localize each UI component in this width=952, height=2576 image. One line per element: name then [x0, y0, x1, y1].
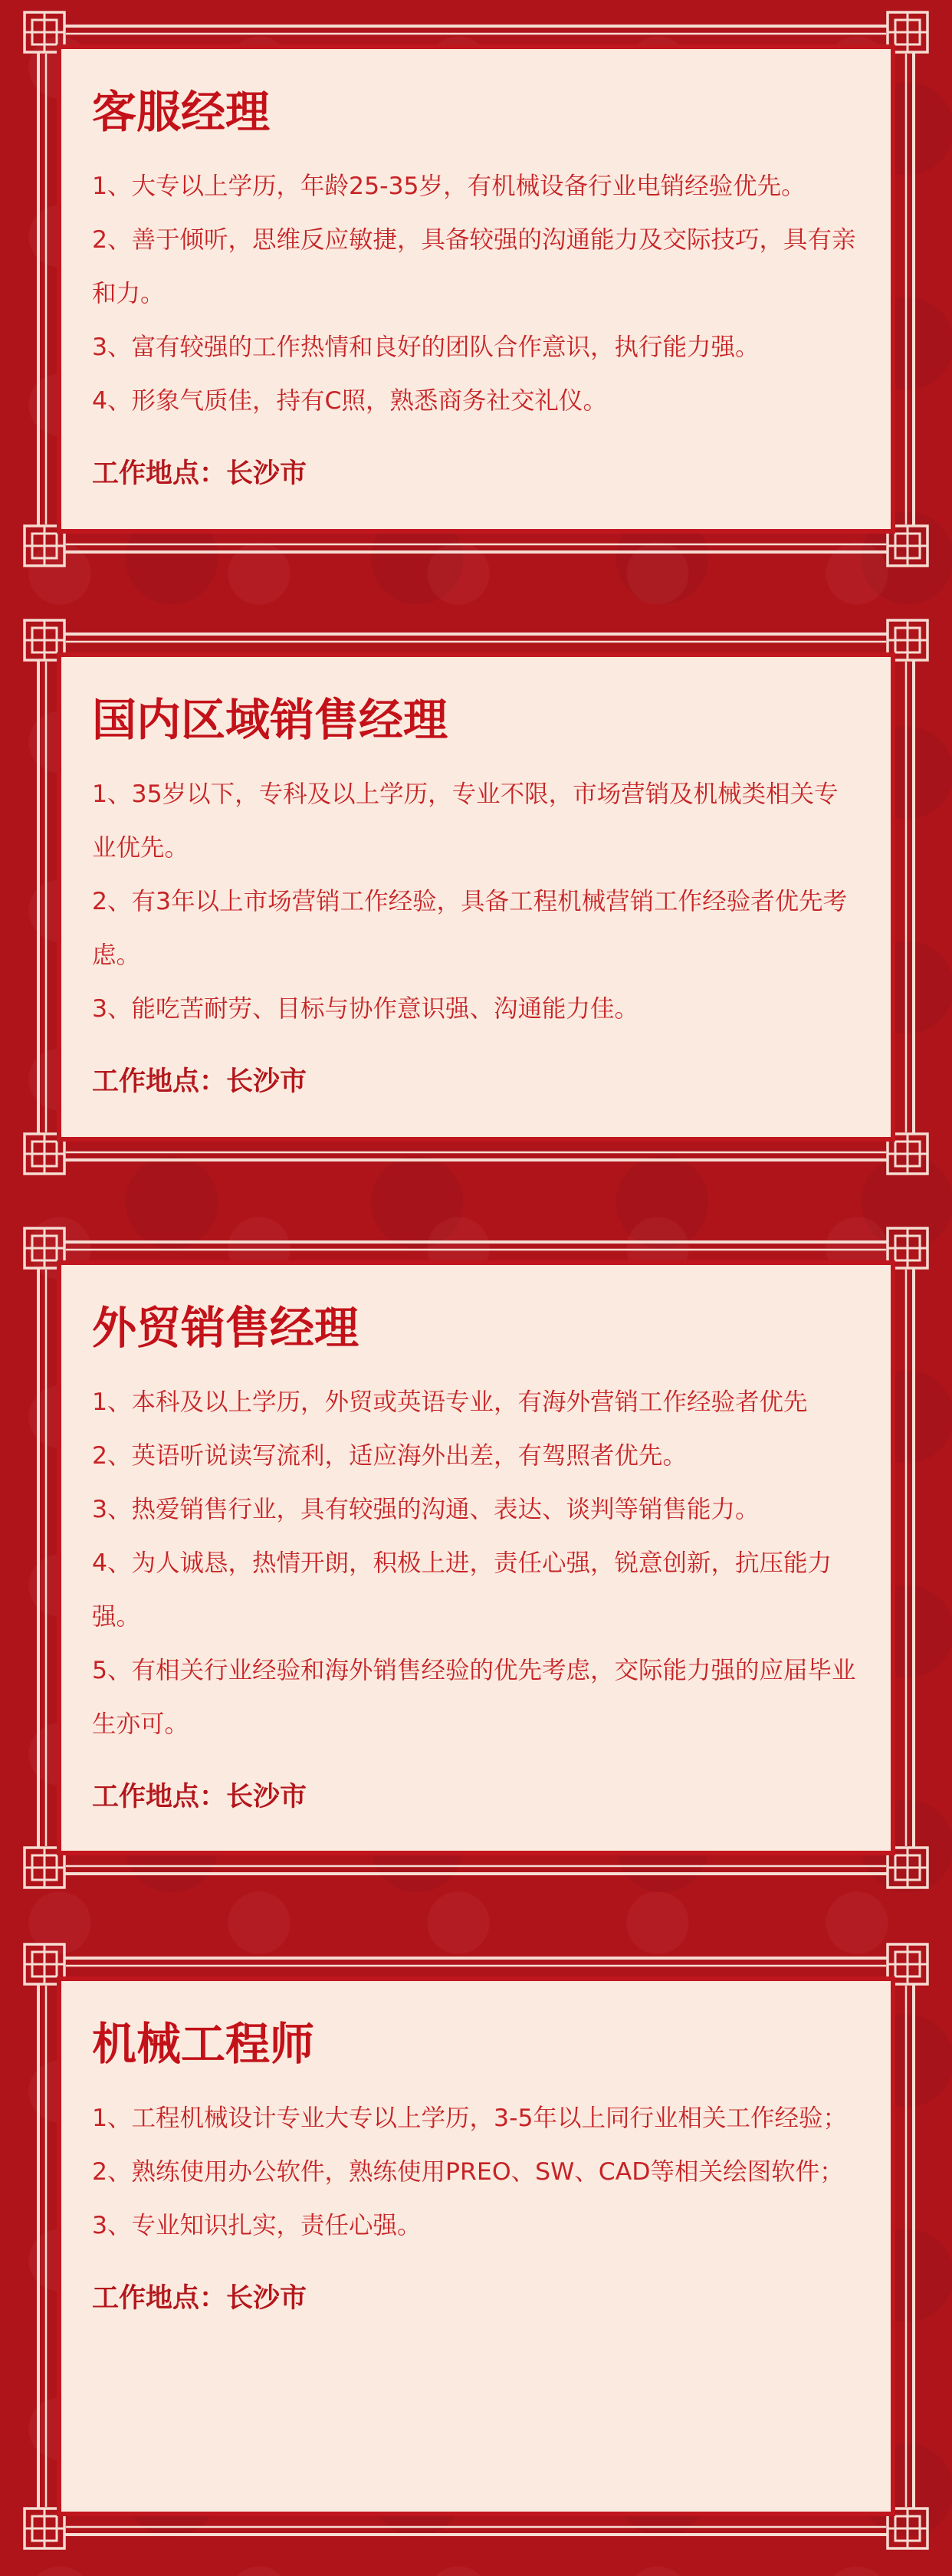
- requirement-item: 3、能吃苦耐劳、目标与协作意识强、沟通能力佳。: [92, 994, 639, 1023]
- requirement-item: 3、专业知识扎实，责任心强。: [92, 2211, 422, 2239]
- job-panel: [57, 44, 895, 534]
- job-title: 国内区域销售经理: [92, 694, 448, 746]
- job-title: 客服经理: [92, 86, 271, 138]
- requirement-item: 1、35岁以下，专科及以上学历，专业不限，市场营销及机械类相关专业优先。: [92, 780, 839, 862]
- requirement-item: 1、大专以上学历，年龄25-35岁，有机械设备行业电销经验优先。: [92, 172, 806, 200]
- requirement-item: 2、熟练使用办公软件，熟练使用PREO、SW、CAD等相关绘图软件；: [92, 2157, 844, 2186]
- job-card-foreign-trade-sales-manager: [21, 1225, 931, 1891]
- requirement-item: 2、有3年以上市场营销工作经验，具备工程机械营销工作经验者优先考虑。: [92, 887, 848, 969]
- work-location: 工作地点：长沙市: [92, 1066, 307, 1097]
- job-card-customer-service-manager: [21, 9, 931, 569]
- work-location: 工作地点：长沙市: [92, 1781, 307, 1812]
- requirement-item: 1、本科及以上学历，外贸或英语专业，有海外营销工作经验者优先: [92, 1388, 808, 1416]
- work-location: 工作地点：长沙市: [92, 2282, 307, 2314]
- requirement-item: 2、善于倾听，思维反应敏捷，具备较强的沟通能力及交际技巧，具有亲和力。: [92, 225, 856, 307]
- requirement-item: 4、形象气质佳，持有C照，熟悉商务社交礼仪。: [92, 386, 608, 415]
- job-panel: [57, 1260, 895, 1855]
- work-location: 工作地点：长沙市: [92, 458, 307, 489]
- requirement-item: 3、热爱销售行业，具有较强的沟通、表达、谈判等销售能力。: [92, 1495, 760, 1523]
- requirement-item: 1、工程机械设计专业大专以上学历，3-5年以上同行业相关工作经验；: [92, 2104, 847, 2132]
- requirement-item: 4、为人诚恳，热情开朗，积极上进，责任心强，锐意创新，抗压能力强。: [92, 1549, 832, 1631]
- job-card-domestic-sales-manager: [21, 617, 931, 1177]
- job-panel: [57, 1976, 895, 2516]
- requirement-item: 2、英语听说读写流利，适应海外出差，有驾照者优先。: [92, 1441, 688, 1470]
- job-card-mechanical-engineer: [21, 1941, 931, 2551]
- requirement-item: 5、有相关行业经验和海外销售经验的优先考虑，交际能力强的应届毕业生亦可。: [92, 1656, 856, 1738]
- job-panel: [57, 652, 895, 1142]
- requirement-item: 3、富有较强的工作热情和良好的团队合作意识，执行能力强。: [92, 333, 760, 361]
- job-title: 外贸销售经理: [92, 1302, 359, 1354]
- job-title: 机械工程师: [92, 2018, 315, 2070]
